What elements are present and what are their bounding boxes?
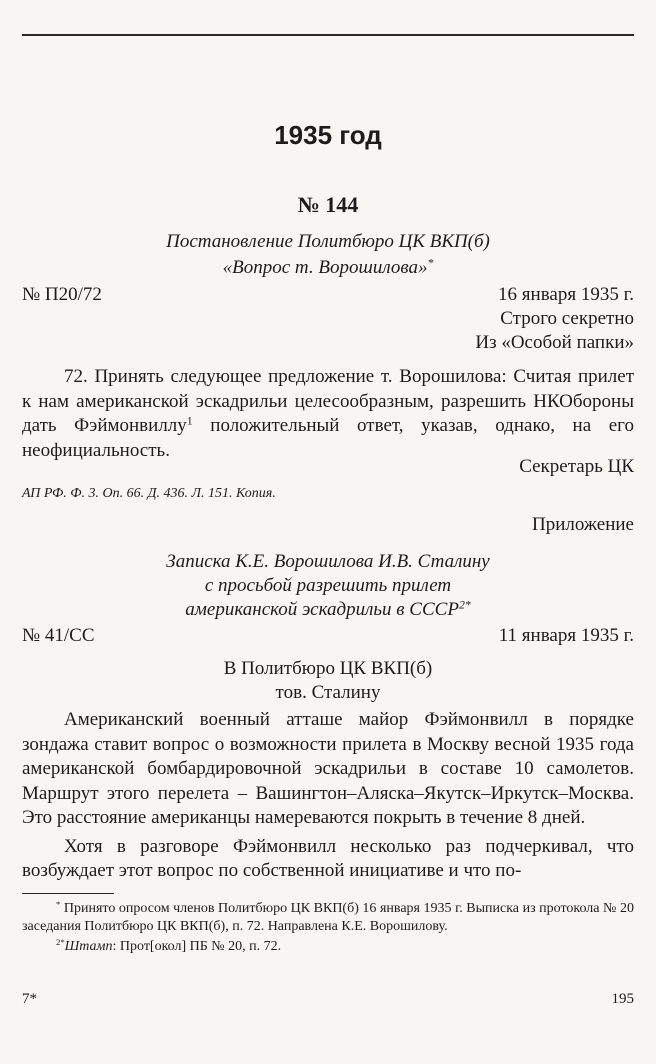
footnote-2 bbox=[22, 938, 634, 956]
section-year-heading: 1935 год bbox=[274, 120, 382, 150]
document-title-line1: Постановление Политбюро ЦК ВКП(б) bbox=[166, 231, 490, 252]
document-title-text: «Вопрос т. Ворошилова» bbox=[222, 257, 428, 278]
resolution-text-part1: 72. Принять следующее предложение т. Ворошилова: Считая прилет к нам американской эскадрильи целесообразным, разрешить НКОбороны дать Фэймонвиллу bbox=[22, 366, 634, 436]
appendix-title-line3 bbox=[22, 597, 634, 623]
footnote-text: Принято опросом членов Политбюро ЦК ВКП(б) 16 января 1935 г. Выписка из протокола № 20 заседания Политбюро ЦК ВКП(б), п. 72. Направлена К.Е. Ворошилову. bbox=[22, 901, 634, 934]
document-title-line2 bbox=[22, 255, 634, 281]
footnote-1 bbox=[22, 900, 634, 936]
footnote-ref: 2* bbox=[458, 598, 471, 612]
resolution-text bbox=[22, 365, 634, 463]
document-number: № 144 bbox=[297, 192, 359, 217]
appendix-title-line2: с просьбой разрешить прилет bbox=[204, 575, 452, 596]
appendix-registration-number: № 41/СС bbox=[22, 625, 95, 646]
appendix-date: 11 января 1935 г. bbox=[498, 625, 634, 646]
folder-mark: Из «Особой папки» bbox=[475, 332, 634, 353]
sheet-signature-mark: 7* bbox=[22, 991, 37, 1007]
secrecy-mark: Строго секретно bbox=[500, 308, 634, 329]
appendix-title-line1: Записка К.Е. Ворошилова И.В. Сталину bbox=[166, 551, 490, 572]
footnote-mark: * bbox=[56, 899, 61, 910]
addressee-line2: тов. Сталину bbox=[275, 682, 381, 703]
archive-reference: АП РФ. Ф. 3. Оп. 66. Д. 436. Л. 151. Копия. bbox=[22, 486, 276, 501]
footnote-label: Штамп bbox=[64, 939, 113, 954]
resolution-text-part2: положительный ответ, указав, однако, на его неофициальность. bbox=[22, 415, 634, 461]
signature: Секретарь ЦК bbox=[519, 456, 634, 477]
top-rule bbox=[22, 34, 634, 36]
letter-body bbox=[22, 708, 634, 884]
footnotes bbox=[22, 900, 634, 958]
footnote-text: : Прот[окол] ПБ № 20, п. 72. bbox=[112, 939, 282, 954]
footnote-rule bbox=[22, 893, 114, 894]
appendix-title-text: американской эскадрильи в СССР bbox=[185, 599, 459, 620]
footnote-mark: 2* bbox=[56, 937, 65, 948]
registration-number: № П20/72 bbox=[22, 284, 102, 305]
document-date: 16 января 1935 г. bbox=[498, 284, 634, 305]
document-page bbox=[22, 0, 634, 1064]
addressee-line1: В Политбюро ЦК ВКП(б) bbox=[223, 658, 433, 679]
letter-paragraph: Хотя в разговоре Фэймонвилл несколько раз подчеркивал, что возбуждает этот вопрос по собственной инициативе и что по- bbox=[22, 835, 634, 881]
letter-paragraph: Американский военный атташе майор Фэймонвилл в порядке зондажа ставит вопрос о возможности прилета в Москву весной 1935 года американской бомбардировочной эскадрильи в составе 10 самолетов. Маршрут этого перелета – Вашингтон–Аляска–Якутск–Иркутск–Москва. Это расстояние американцы намереваются покрыть в течение 8 дней. bbox=[22, 709, 634, 828]
appendix-label: Приложение bbox=[532, 514, 634, 535]
page-number: 195 bbox=[611, 991, 634, 1007]
footnote-ref: * bbox=[427, 256, 434, 270]
footnote-ref: 1 bbox=[186, 414, 193, 428]
